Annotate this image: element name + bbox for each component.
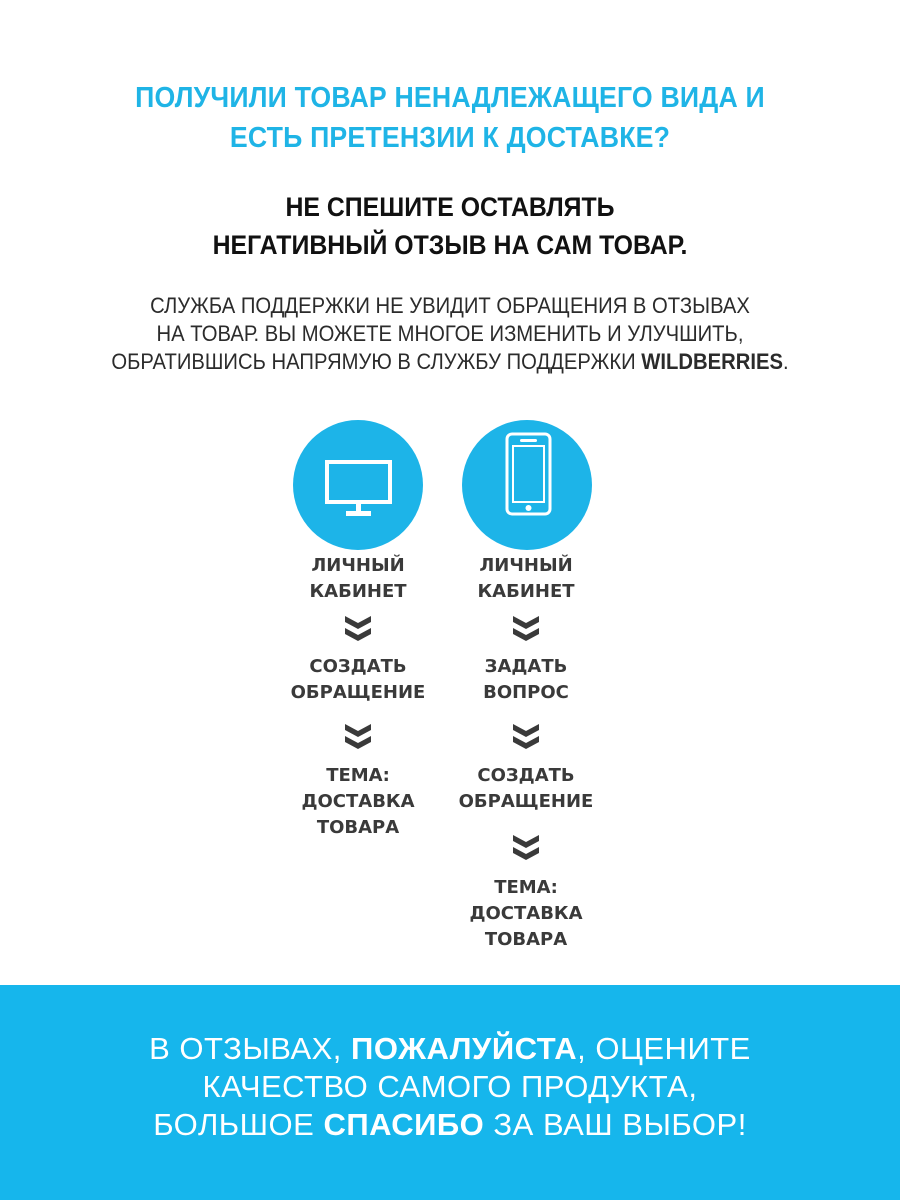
step-personal-account [273, 553, 443, 605]
step-text: КАБИНЕТ [309, 581, 407, 602]
chevron-down-icon [511, 722, 541, 752]
brand-name: WILDBERRIES [641, 349, 783, 374]
support-notice [36, 292, 864, 376]
support-notice-line-1: СЛУЖБА ПОДДЕРЖКИ НЕ УВИДИТ ОБРАЩЕНИЯ В ОТЗЫВАХ [150, 293, 750, 318]
subheading [36, 188, 864, 264]
step-text: ВОПРОС [483, 682, 569, 703]
step-text: ТЕМА: [326, 765, 390, 786]
step-text: ДОСТАВКА [301, 791, 415, 812]
step-topic-delivery [273, 763, 443, 841]
step-text: ДОСТАВКА [469, 903, 583, 924]
banner-text: ЗА ВАШ ВЫБОР! [484, 1107, 747, 1142]
period: . [782, 349, 789, 374]
chevron-down-icon [343, 614, 373, 644]
headline-line-1: ПОЛУЧИЛИ ТОВАР НЕНАДЛЕЖАЩЕГО ВИДА И [135, 82, 765, 114]
step-text: СОЗДАТЬ [309, 656, 407, 677]
chevron-down-icon [343, 722, 373, 752]
banner-emphasis: ПОЖАЛУЙСТА [351, 1031, 578, 1066]
banner-line-1 [0, 1030, 900, 1068]
step-text: ЛИЧНЫЙ [479, 555, 573, 576]
step-text: ТОВАРА [484, 929, 568, 950]
step-create-request [441, 763, 611, 815]
banner-text: БОЛЬШОЕ [153, 1107, 324, 1142]
step-text: СОЗДАТЬ [477, 765, 575, 786]
smartphone-icon-circle [462, 420, 592, 550]
monitor-icon [293, 420, 423, 550]
chevron-down-icon [511, 614, 541, 644]
step-text: ТЕМА: [494, 877, 558, 898]
step-text: ОБРАЩЕНИЕ [290, 682, 426, 703]
step-create-request [273, 654, 443, 706]
step-personal-account [441, 553, 611, 605]
smartphone-icon [462, 420, 592, 550]
step-text: ЛИЧНЫЙ [311, 555, 405, 576]
step-text: ТОВАРА [316, 817, 400, 838]
support-notice-line-2: НА ТОВАР. ВЫ МОЖЕТЕ МНОГОЕ ИЗМЕНИТЬ И УЛУЧШИТЬ, [156, 321, 744, 346]
subheading-line-1: НЕ СПЕШИТЕ ОСТАВЛЯТЬ [285, 192, 615, 222]
banner-line-2: КАЧЕСТВО САМОГО ПРОДУКТА, [202, 1069, 698, 1104]
step-text: КАБИНЕТ [477, 581, 575, 602]
step-ask-question [441, 654, 611, 706]
banner-text: В ОТЗЫВАХ, [149, 1031, 352, 1066]
banner-line-3 [0, 1106, 900, 1144]
support-notice-text: ОБРАТИВШИСЬ НАПРЯМУЮ В СЛУЖБУ ПОДДЕРЖКИ [111, 349, 642, 374]
monitor-icon-circle [293, 420, 423, 550]
banner-emphasis: СПАСИБО [323, 1107, 485, 1142]
step-topic-delivery [441, 875, 611, 953]
subheading-line-2: НЕГАТИВНЫЙ ОТЗЫВ НА САМ ТОВАР. [212, 230, 688, 260]
chevron-down-icon [511, 833, 541, 863]
thank-you-message [0, 1030, 900, 1144]
step-text: ЗАДАТЬ [484, 656, 568, 677]
step-text: ОБРАЩЕНИЕ [458, 791, 594, 812]
headline-line-2: ЕСТЬ ПРЕТЕНЗИИ К ДОСТАВКЕ? [229, 122, 671, 154]
banner-text: , ОЦЕНИТЕ [577, 1031, 751, 1066]
support-notice-line-3 [36, 348, 864, 376]
headline [36, 78, 864, 158]
